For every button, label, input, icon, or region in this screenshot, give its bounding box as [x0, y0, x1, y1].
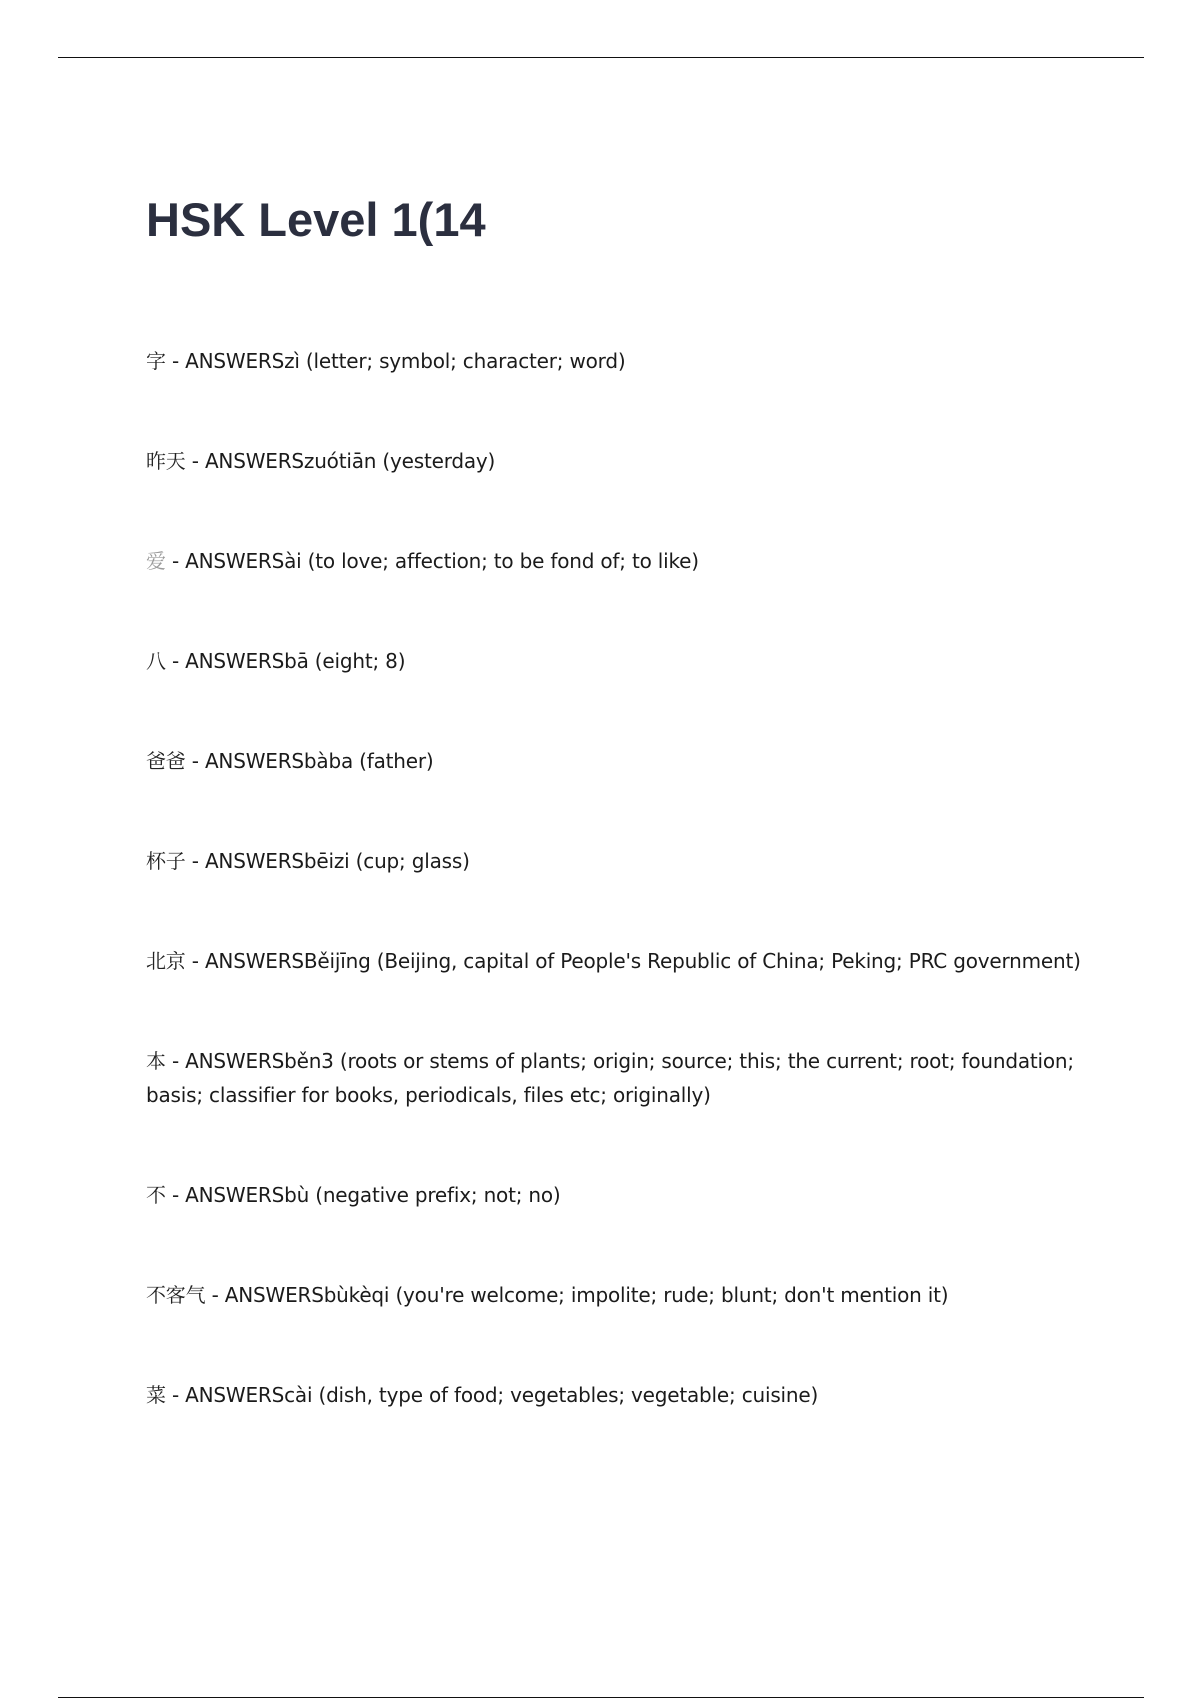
flashcard-entry: [146, 444, 1096, 478]
entry-term: 不: [146, 1183, 166, 1207]
entry-separator: -: [165, 549, 186, 573]
entry-answer: ANSWERSBěijīng (Beijing, capital of People's Republic of China; Peking; PRC government): [204, 949, 1081, 973]
entry-term: 本: [146, 1049, 166, 1073]
flashcard-entry: [146, 544, 1096, 578]
entry-answer: ANSWERSài (to love; affection; to be fond of; to like): [185, 549, 699, 573]
entry-separator: -: [165, 1183, 186, 1207]
entry-answer: ANSWERSzuótiān (yesterday): [204, 449, 496, 473]
entry-answer: ANSWERSbēizi (cup; glass): [204, 849, 470, 873]
entry-separator: -: [165, 349, 186, 373]
entry-answer: ANSWERScài (dish, type of food; vegetables; vegetable; cuisine): [185, 1383, 819, 1407]
entry-term: 不客气: [146, 1283, 206, 1307]
entry-separator: -: [185, 849, 205, 873]
entry-answer: ANSWERSbàba (father): [204, 749, 434, 773]
entry-separator: -: [205, 1283, 225, 1307]
entry-term: 菜: [146, 1383, 166, 1407]
entry-term: 八: [146, 649, 166, 673]
entry-term: 昨天: [146, 449, 186, 473]
entry-answer: ANSWERSběn3 (roots or stems of plants; origin; source; this; the current; root; foundation; basis; classifier for books, periodicals, files etc; originally): [146, 1049, 1074, 1107]
entry-separator: -: [165, 1049, 186, 1073]
page-bottom-rule: [58, 1697, 1144, 1698]
entry-answer: ANSWERSbù (negative prefix; not; no): [185, 1183, 561, 1207]
flashcard-entry: [146, 744, 1096, 778]
flashcard-entry: [146, 1044, 1096, 1112]
flashcard-entry: [146, 844, 1096, 878]
entry-separator: -: [185, 949, 205, 973]
entry-term: 爱: [146, 549, 166, 573]
flashcard-entry: [146, 1178, 1096, 1212]
entry-separator: -: [185, 749, 205, 773]
flashcard-entry: [146, 1378, 1096, 1412]
entry-answer: ANSWERSzì (letter; symbol; character; word): [185, 349, 626, 373]
entry-answer: ANSWERSbā (eight; 8): [185, 649, 406, 673]
entry-separator: -: [165, 1383, 186, 1407]
entry-term: 字: [146, 349, 166, 373]
flashcard-entry: [146, 944, 1096, 978]
entry-separator: -: [165, 649, 186, 673]
entry-separator: -: [185, 449, 205, 473]
page-top-rule: [58, 57, 1144, 58]
entry-term: 杯子: [146, 849, 186, 873]
flashcard-list: [146, 344, 1096, 1478]
flashcard-entry: [146, 344, 1096, 378]
document-title: HSK Level 1(14: [146, 193, 486, 246]
entry-term: 北京: [146, 949, 186, 973]
flashcard-entry: [146, 644, 1096, 678]
entry-term: 爸爸: [146, 749, 186, 773]
entry-answer: ANSWERSbùkèqi (you're welcome; impolite; rude; blunt; don't mention it): [224, 1283, 949, 1307]
flashcard-entry: [146, 1278, 1096, 1312]
